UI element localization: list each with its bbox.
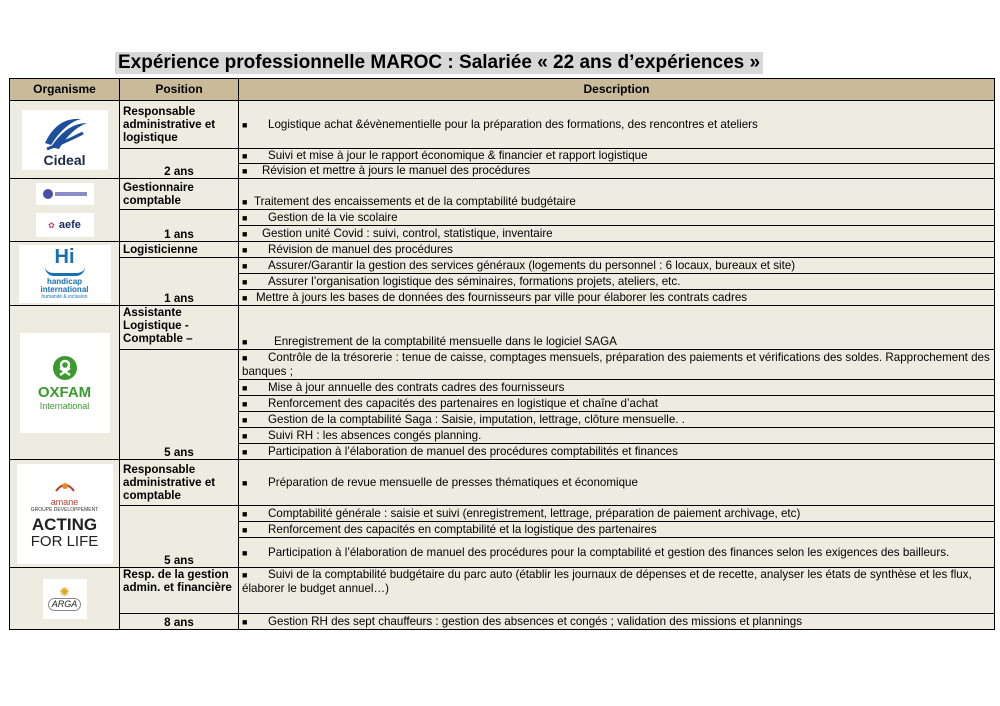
duration-cell: 2 ans: [120, 149, 239, 179]
descartes-logo: [36, 183, 94, 205]
org-hi-cell: [10, 242, 120, 306]
description-item: ■ Suivi et mise à jour le rapport économique & financier et rapport logistique: [239, 149, 995, 164]
oxfam-logo: OXFAM International: [20, 333, 110, 433]
forlife-wordmark: FOR LIFE: [30, 533, 99, 550]
table-row: [10, 258, 995, 274]
description-item: ■ Assurer l’organisation logistique des séminaires, formations projets, ateliers, etc.: [239, 274, 995, 290]
handicap-international-logo: Hi handicap international humanité & inclusion: [19, 245, 111, 303]
description-item: ■ Suivi RH : les absences congés planning.: [239, 428, 995, 444]
role-cell: Resp. de la gestion admin. et financière: [120, 568, 239, 614]
description-item: ■ Traitement des encaissements et de la comptabilité budgétaire: [239, 179, 995, 210]
cideal-logo: [22, 110, 108, 170]
arga-logo: ✺ ARGA: [43, 579, 87, 619]
description-item: ■ Renforcement des capacités en comptabilité et la logistique des partenaires: [239, 522, 995, 538]
description-item: ■ Comptabilité générale : saisie et suivi (enregistrement, lettrage, préparation de paiement archivage, etc): [239, 506, 995, 522]
description-item: ■ Gestion de la vie scolaire: [239, 210, 995, 226]
description-item: ■ Révision et mettre à jours le manuel des procédures: [239, 164, 995, 179]
hi-icon: Hi: [54, 246, 75, 268]
role-cell: Logisticienne: [120, 242, 239, 258]
acting-wordmark: ACTING: [31, 515, 98, 534]
table-header-row: [10, 79, 995, 101]
description-item: ■ Mettre à jours les bases de données des fournisseurs par ville pour élaborer les contrats cadres: [239, 290, 995, 306]
description-item: ■ Gestion unité Covid : suivi, control, statistique, inventaire: [239, 226, 995, 242]
table-row: [10, 149, 995, 164]
role-cell: Gestionnaire comptable: [120, 179, 239, 210]
table-row: [10, 306, 995, 350]
table-row: [10, 242, 995, 258]
header-organisme: Organisme: [10, 79, 120, 101]
page-title: Expérience professionnelle MAROC : Salariée « 22 ans d’expériences »: [115, 52, 763, 74]
description-item: ■ Suivi de la comptabilité budgétaire du parc auto (établir les journaux de dépenses et de recette, analyser les états de synthèse et les flux, élaborer le budget annuel…): [239, 568, 995, 614]
org-oxfam-cell: [10, 306, 120, 460]
table-row: [10, 101, 995, 149]
org-cideal-cell: [10, 101, 120, 179]
org-aefe-cell: [10, 179, 120, 242]
table-row: [10, 350, 995, 380]
amane-actingforlife-logo: amane GROUPE DEVELOPPEMENT ACTING FOR LIFE: [17, 464, 113, 564]
description-item: ■ Mise à jour annuelle des contrats cadres des fournisseurs: [239, 380, 995, 396]
amane-icon: [52, 477, 78, 497]
table-row: [10, 179, 995, 210]
aefe-wordmark: aefe: [58, 218, 81, 231]
duration-cell: 1 ans: [120, 258, 239, 306]
table-row: [10, 614, 995, 630]
duration-cell: 5 ans: [120, 506, 239, 568]
table-row: [10, 506, 995, 522]
role-cell: Assistante Logistique - Comptable –: [120, 306, 239, 350]
role-cell: Responsable administrative et logistique: [120, 101, 239, 149]
cideal-wordmark: Cideal: [43, 151, 86, 168]
oxfam-icon: [52, 355, 78, 381]
description-item: ■ Contrôle de la trésorerie : tenue de caisse, comptages mensuels, préparation des paiements et vérifications des soldes. Rapprochement des banques ;: [239, 350, 995, 380]
description-item: ■ Révision de manuel des procédures: [239, 242, 995, 258]
aefe-logo: ✿ aefe: [36, 213, 94, 237]
description-item: ■ Gestion RH des sept chauffeurs : gestion des absences et congés ; validation des missions et plannings: [239, 614, 995, 630]
description-item: ■ Assurer/Garantir la gestion des services généraux (logements du personnel : 6 locaux, bureaux et site): [239, 258, 995, 274]
sun-icon: ✺: [59, 585, 70, 599]
header-description: Description: [239, 79, 995, 101]
org-actingforlife-cell: [10, 460, 120, 568]
role-cell: Responsable administrative et comptable: [120, 460, 239, 506]
table-row: [10, 460, 995, 506]
description-item: ■ Enregistrement de la comptabilité mensuelle dans le logiciel SAGA: [239, 306, 995, 350]
header-position: Position: [120, 79, 239, 101]
description-item: ■ Participation à l’élaboration de manuel des procédures comptabilités et finances: [239, 444, 995, 460]
description-item: ■ Logistique achat &évènementielle pour la préparation des formations, des rencontres et ateliers: [239, 101, 995, 149]
description-item: ■ Renforcement des capacités des partenaires en logistique et chaîne d’achat: [239, 396, 995, 412]
org-arga-cell: [10, 568, 120, 630]
description-item: ■ Préparation de revue mensuelle de presses thématiques et économique: [239, 460, 995, 506]
description-item: ■ Participation à l’élaboration de manuel des procédures pour la comptabilité et gestion des finances selon les exigences des bailleurs.: [239, 538, 995, 568]
description-item: ■ Gestion de la comptabilité Saga : Saisie, imputation, lettrage, clôture mensuelle. .: [239, 412, 995, 428]
duration-cell: 8 ans: [120, 614, 239, 630]
cideal-icon: [37, 113, 93, 153]
duration-cell: 5 ans: [120, 350, 239, 460]
duration-cell: 1 ans: [120, 210, 239, 242]
table-row: [10, 568, 995, 614]
table-row: [10, 210, 995, 226]
experience-table: [9, 78, 995, 630]
